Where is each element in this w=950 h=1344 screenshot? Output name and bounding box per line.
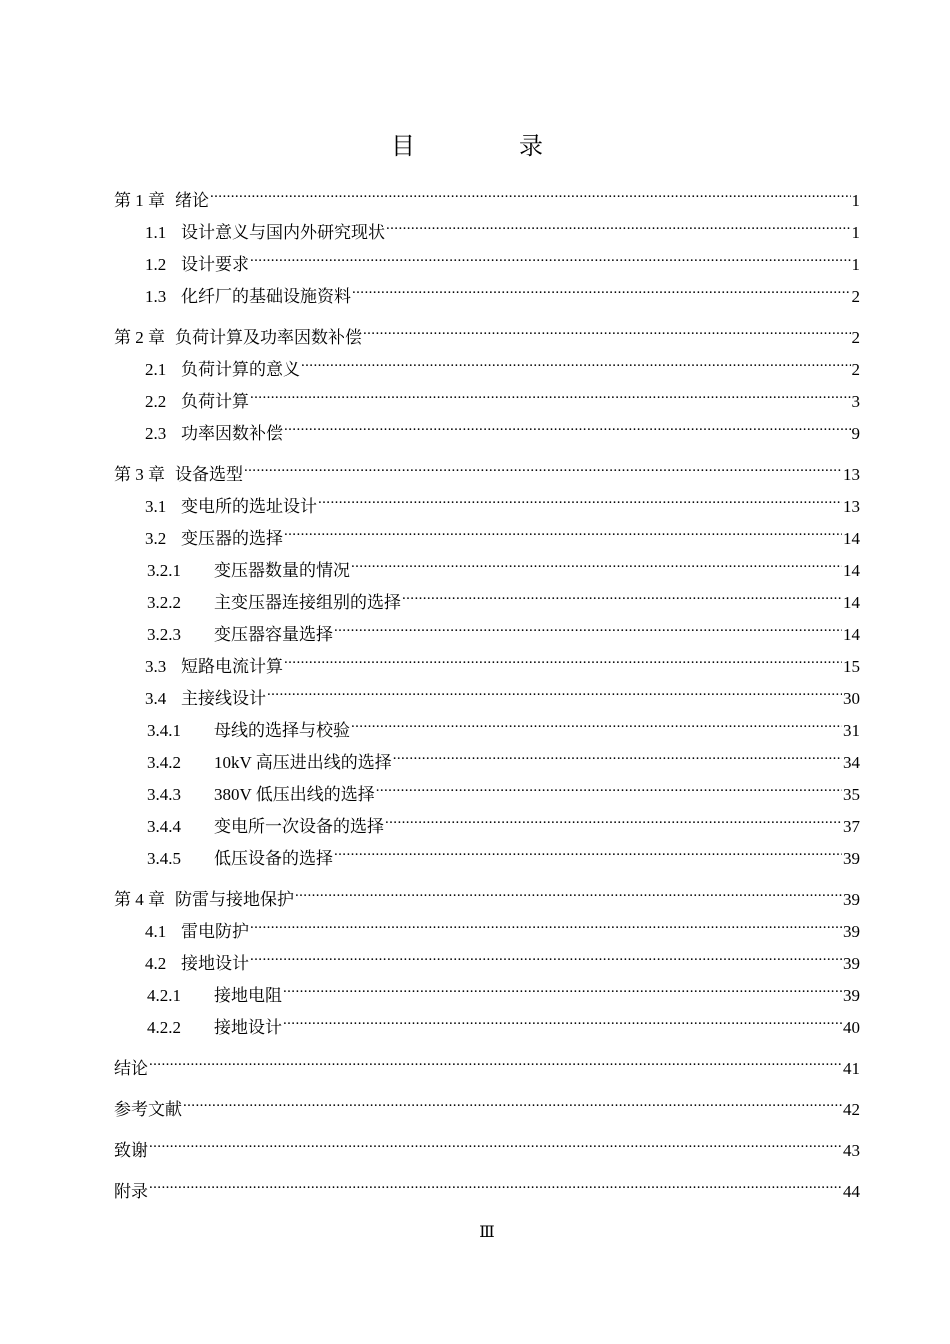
dot-leader bbox=[402, 576, 842, 608]
dot-leader bbox=[210, 174, 851, 206]
toc-entry-label: 低压设备的选择 bbox=[214, 849, 333, 868]
toc-entry-number: 2.3 bbox=[145, 424, 167, 443]
dot-leader bbox=[334, 832, 842, 864]
toc-entry-label: 变电所一次设备的选择 bbox=[214, 817, 384, 836]
toc-entry-number: 2.2 bbox=[145, 392, 167, 411]
toc-entry[interactable] bbox=[114, 448, 860, 484]
toc-entry-number: 3.2.3 bbox=[147, 625, 181, 644]
toc-entry-number: 3.4.2 bbox=[147, 753, 181, 772]
dot-leader bbox=[267, 672, 842, 704]
toc-entry[interactable] bbox=[114, 1083, 860, 1119]
toc-entry-page: 14 bbox=[843, 529, 860, 548]
toc-entry-label: 接地设计 bbox=[181, 954, 249, 973]
toc-entry-number: 1.1 bbox=[145, 223, 167, 242]
dot-leader bbox=[149, 1124, 842, 1156]
dot-leader bbox=[363, 311, 851, 343]
toc-entry-number: 3.4 bbox=[145, 689, 167, 708]
toc-entry-number: 2.1 bbox=[145, 360, 167, 379]
toc-entry-number: 第 2 章 bbox=[114, 328, 165, 347]
toc-entry-label: 负荷计算及功率因数补偿 bbox=[175, 328, 362, 347]
dot-leader bbox=[376, 768, 842, 800]
toc-entry-page: 9 bbox=[851, 424, 860, 443]
toc-entry-label: 功率因数补偿 bbox=[181, 424, 283, 443]
toc-entry-label: 负荷计算 bbox=[181, 392, 249, 411]
toc-entry-label: 10kV 高压进出线的选择 bbox=[214, 753, 392, 772]
toc-entry-number: 3.2.2 bbox=[147, 593, 181, 612]
toc-entry-label: 接地电阻 bbox=[214, 986, 282, 1005]
toc-entry-label: 负荷计算的意义 bbox=[181, 360, 300, 379]
toc-entry-label: 结论 bbox=[114, 1059, 148, 1078]
toc-entry-number: 3.2 bbox=[145, 529, 167, 548]
toc-entry-page: 39 bbox=[843, 954, 860, 973]
dot-leader bbox=[250, 375, 851, 407]
toc-entry-label: 变压器容量选择 bbox=[214, 625, 333, 644]
dot-leader bbox=[284, 407, 851, 439]
toc-entry-number: 4.2.2 bbox=[147, 1018, 181, 1037]
toc-entry-page: 37 bbox=[843, 817, 860, 836]
toc-entry-page: 2 bbox=[851, 287, 860, 306]
toc-entry-page: 15 bbox=[843, 657, 860, 676]
toc-entry-page: 39 bbox=[843, 922, 860, 941]
toc-entry-page: 1 bbox=[851, 255, 860, 274]
toc-entry-number: 第 3 章 bbox=[114, 465, 165, 484]
toc-entry-number: 1.2 bbox=[145, 255, 167, 274]
toc-entry-number: 3.2.1 bbox=[147, 561, 181, 580]
toc-entry-label: 变电所的选址设计 bbox=[181, 497, 317, 516]
dot-leader bbox=[149, 1042, 842, 1074]
toc-entry-number: 第 4 章 bbox=[114, 890, 165, 909]
toc-entry-label: 变压器数量的情况 bbox=[214, 561, 350, 580]
toc-entry-number: 4.2.1 bbox=[147, 986, 181, 1005]
toc-entry-page: 2 bbox=[851, 360, 860, 379]
dot-leader bbox=[250, 905, 842, 937]
toc-entry-page: 34 bbox=[843, 753, 860, 772]
toc-entry-page: 1 bbox=[851, 191, 860, 210]
toc-entry-number: 第 1 章 bbox=[114, 191, 165, 210]
toc-entry-number: 3.1 bbox=[145, 497, 167, 516]
toc-entry-label: 设备选型 bbox=[175, 465, 243, 484]
toc-entry-page: 43 bbox=[843, 1141, 860, 1160]
toc-entry-label: 致谢 bbox=[114, 1141, 148, 1160]
toc-entry-page: 1 bbox=[851, 223, 860, 242]
toc-entry-page: 39 bbox=[843, 849, 860, 868]
toc-entry-number: 3.4.3 bbox=[147, 785, 181, 804]
toc-entry-page: 13 bbox=[843, 465, 860, 484]
toc-entry-label: 设计要求 bbox=[181, 255, 249, 274]
dot-leader bbox=[351, 704, 842, 736]
toc-entry[interactable] bbox=[114, 873, 860, 909]
toc-entry[interactable] bbox=[114, 1165, 860, 1201]
toc-entry-page: 13 bbox=[843, 497, 860, 516]
dot-leader bbox=[334, 608, 842, 640]
dot-leader bbox=[385, 800, 842, 832]
dot-leader bbox=[295, 873, 842, 905]
toc-entry-label: 变压器的选择 bbox=[181, 529, 283, 548]
toc-entry-number: 3.4.5 bbox=[147, 849, 181, 868]
toc-entry[interactable] bbox=[114, 206, 860, 242]
toc-entry[interactable] bbox=[114, 311, 860, 347]
dot-leader bbox=[352, 270, 851, 302]
toc-entry-number: 3.4.1 bbox=[147, 721, 181, 740]
toc-entry-page: 2 bbox=[851, 328, 860, 347]
toc-entry-page: 44 bbox=[843, 1182, 860, 1201]
toc-entry-number: 4.2 bbox=[145, 954, 167, 973]
dot-leader bbox=[244, 448, 842, 480]
toc-entry[interactable] bbox=[114, 1042, 860, 1078]
dot-leader bbox=[149, 1165, 842, 1197]
toc-list bbox=[114, 174, 860, 1201]
dot-leader bbox=[318, 480, 842, 512]
toc-entry-label: 附录 bbox=[114, 1182, 148, 1201]
toc-entry[interactable] bbox=[114, 174, 860, 210]
dot-leader bbox=[283, 1001, 842, 1033]
toc-entry-label: 主变压器连接组别的选择 bbox=[214, 593, 401, 612]
toc-title: 目 录 bbox=[391, 134, 583, 160]
dot-leader bbox=[183, 1083, 842, 1115]
dot-leader bbox=[250, 238, 851, 270]
dot-leader bbox=[386, 206, 851, 238]
toc-entry-label: 短路电流计算 bbox=[181, 657, 283, 676]
toc-entry-label: 380V 低压出线的选择 bbox=[214, 785, 375, 804]
toc-entry-label: 接地设计 bbox=[214, 1018, 282, 1037]
toc-entry-number: 4.1 bbox=[145, 922, 167, 941]
toc-entry-page: 14 bbox=[843, 593, 860, 612]
toc-entry-page: 31 bbox=[843, 721, 860, 740]
dot-leader bbox=[393, 736, 842, 768]
toc-entry-page: 41 bbox=[843, 1059, 860, 1078]
toc-entry-label: 主接线设计 bbox=[181, 689, 266, 708]
toc-entry-page: 39 bbox=[843, 986, 860, 1005]
toc-entry-label: 母线的选择与校验 bbox=[214, 721, 350, 740]
dot-leader bbox=[351, 544, 842, 576]
toc-entry-label: 参考文献 bbox=[114, 1100, 182, 1119]
toc-entry-label: 雷电防护 bbox=[181, 922, 249, 941]
dot-leader bbox=[283, 969, 842, 1001]
toc-entry-page: 35 bbox=[843, 785, 860, 804]
toc-entry-page: 14 bbox=[843, 625, 860, 644]
toc-entry-page: 39 bbox=[843, 890, 860, 909]
toc-entry-page: 40 bbox=[843, 1018, 860, 1037]
dot-leader bbox=[301, 343, 851, 375]
page-number-footer: Ⅲ bbox=[479, 1224, 495, 1241]
toc-entry-page: 3 bbox=[851, 392, 860, 411]
toc-entry-label: 设计意义与国内外研究现状 bbox=[181, 223, 385, 242]
toc-entry-label: 化纤厂的基础设施资料 bbox=[181, 287, 351, 306]
toc-entry-page: 42 bbox=[843, 1100, 860, 1119]
toc-entry-number: 1.3 bbox=[145, 287, 167, 306]
toc-entry-label: 防雷与接地保护 bbox=[175, 890, 294, 909]
toc-entry-label: 绪论 bbox=[175, 191, 209, 210]
toc-entry-number: 3.3 bbox=[145, 657, 167, 676]
toc-entry-page: 30 bbox=[843, 689, 860, 708]
toc-entry-page: 14 bbox=[843, 561, 860, 580]
toc-entry[interactable] bbox=[114, 1124, 860, 1160]
dot-leader bbox=[284, 512, 842, 544]
dot-leader bbox=[284, 640, 842, 672]
dot-leader bbox=[250, 937, 842, 969]
toc-entry-number: 3.4.4 bbox=[147, 817, 181, 836]
